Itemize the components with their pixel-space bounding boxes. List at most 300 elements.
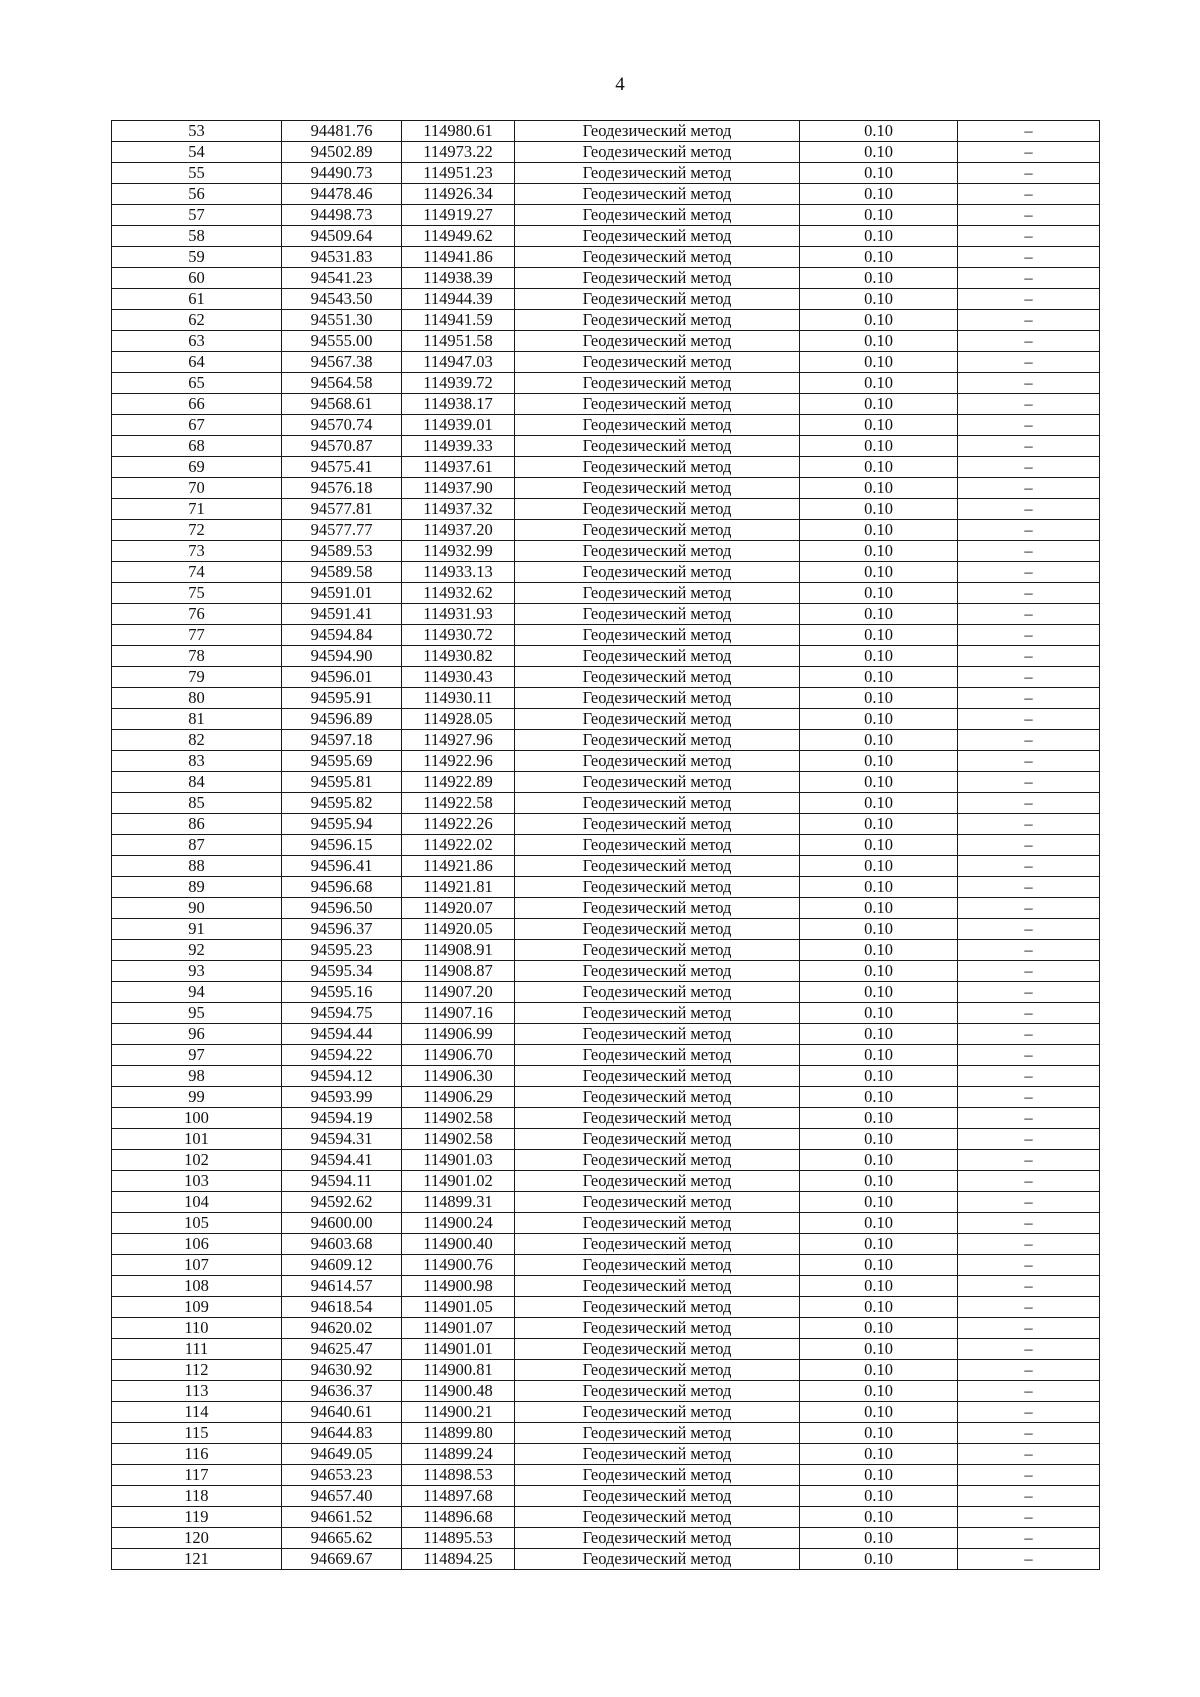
description-cell: –	[958, 331, 1100, 352]
table-row	[112, 541, 1100, 562]
method-cell: Геодезический метод	[515, 1066, 800, 1087]
x-coordinate-cell: 94594.11	[282, 1171, 402, 1192]
point-number-cell: 84	[112, 772, 282, 793]
method-cell: Геодезический метод	[515, 1465, 800, 1486]
method-cell: Геодезический метод	[515, 331, 800, 352]
accuracy-cell: 0.10	[800, 1234, 958, 1255]
method-cell: Геодезический метод	[515, 1381, 800, 1402]
x-coordinate-cell: 94555.00	[282, 331, 402, 352]
table-row	[112, 205, 1100, 226]
point-number-cell: 115	[112, 1423, 282, 1444]
x-coordinate-cell: 94595.23	[282, 940, 402, 961]
method-cell: Геодезический метод	[515, 688, 800, 709]
accuracy-cell: 0.10	[800, 1486, 958, 1507]
x-coordinate-cell: 94595.16	[282, 982, 402, 1003]
x-coordinate-cell: 94594.19	[282, 1108, 402, 1129]
y-coordinate-cell: 114922.02	[402, 835, 515, 856]
x-coordinate-cell: 94595.94	[282, 814, 402, 835]
x-coordinate-cell: 94594.31	[282, 1129, 402, 1150]
point-number-cell: 56	[112, 184, 282, 205]
table-row	[112, 1150, 1100, 1171]
method-cell: Геодезический метод	[515, 1276, 800, 1297]
point-number-cell: 81	[112, 709, 282, 730]
x-coordinate-cell: 94594.75	[282, 1003, 402, 1024]
description-cell: –	[958, 1192, 1100, 1213]
y-coordinate-cell: 114919.27	[402, 205, 515, 226]
method-cell: Геодезический метод	[515, 478, 800, 499]
coordinates-table-body	[112, 121, 1100, 1570]
accuracy-cell: 0.10	[800, 1297, 958, 1318]
y-coordinate-cell: 114947.03	[402, 352, 515, 373]
x-coordinate-cell: 94596.01	[282, 667, 402, 688]
accuracy-cell: 0.10	[800, 961, 958, 982]
y-coordinate-cell: 114922.58	[402, 793, 515, 814]
table-row	[112, 310, 1100, 331]
y-coordinate-cell: 114937.20	[402, 520, 515, 541]
point-number-cell: 94	[112, 982, 282, 1003]
table-row	[112, 898, 1100, 919]
y-coordinate-cell: 114906.29	[402, 1087, 515, 1108]
x-coordinate-cell: 94596.68	[282, 877, 402, 898]
accuracy-cell: 0.10	[800, 541, 958, 562]
table-row	[112, 1381, 1100, 1402]
accuracy-cell: 0.10	[800, 1213, 958, 1234]
method-cell: Геодезический метод	[515, 562, 800, 583]
description-cell: –	[958, 1528, 1100, 1549]
table-row	[112, 814, 1100, 835]
accuracy-cell: 0.10	[800, 394, 958, 415]
table-row	[112, 499, 1100, 520]
x-coordinate-cell: 94543.50	[282, 289, 402, 310]
accuracy-cell: 0.10	[800, 1423, 958, 1444]
point-number-cell: 114	[112, 1402, 282, 1423]
y-coordinate-cell: 114941.59	[402, 310, 515, 331]
accuracy-cell: 0.10	[800, 751, 958, 772]
description-cell: –	[958, 772, 1100, 793]
description-cell: –	[958, 562, 1100, 583]
y-coordinate-cell: 114920.07	[402, 898, 515, 919]
y-coordinate-cell: 114930.43	[402, 667, 515, 688]
x-coordinate-cell: 94570.74	[282, 415, 402, 436]
table-row	[112, 1213, 1100, 1234]
x-coordinate-cell: 94594.84	[282, 625, 402, 646]
description-cell: –	[958, 1339, 1100, 1360]
y-coordinate-cell: 114980.61	[402, 121, 515, 142]
method-cell: Геодезический метод	[515, 373, 800, 394]
point-number-cell: 65	[112, 373, 282, 394]
description-cell: –	[958, 1423, 1100, 1444]
y-coordinate-cell: 114930.82	[402, 646, 515, 667]
x-coordinate-cell: 94564.58	[282, 373, 402, 394]
point-number-cell: 119	[112, 1507, 282, 1528]
method-cell: Геодезический метод	[515, 121, 800, 142]
point-number-cell: 101	[112, 1129, 282, 1150]
point-number-cell: 61	[112, 289, 282, 310]
table-row	[112, 121, 1100, 142]
description-cell: –	[958, 415, 1100, 436]
method-cell: Геодезический метод	[515, 1444, 800, 1465]
table-row	[112, 646, 1100, 667]
description-cell: –	[958, 940, 1100, 961]
point-number-cell: 55	[112, 163, 282, 184]
y-coordinate-cell: 114908.87	[402, 961, 515, 982]
accuracy-cell: 0.10	[800, 1024, 958, 1045]
page-number: 4	[615, 74, 625, 95]
point-number-cell: 76	[112, 604, 282, 625]
x-coordinate-cell: 94591.41	[282, 604, 402, 625]
x-coordinate-cell: 94657.40	[282, 1486, 402, 1507]
accuracy-cell: 0.10	[800, 478, 958, 499]
point-number-cell: 111	[112, 1339, 282, 1360]
point-number-cell: 79	[112, 667, 282, 688]
description-cell: –	[958, 142, 1100, 163]
table-row	[112, 1465, 1100, 1486]
method-cell: Геодезический метод	[515, 1171, 800, 1192]
x-coordinate-cell: 94596.50	[282, 898, 402, 919]
description-cell: –	[958, 247, 1100, 268]
y-coordinate-cell: 114899.31	[402, 1192, 515, 1213]
point-number-cell: 118	[112, 1486, 282, 1507]
y-coordinate-cell: 114937.61	[402, 457, 515, 478]
accuracy-cell: 0.10	[800, 205, 958, 226]
table-row	[112, 856, 1100, 877]
method-cell: Геодезический метод	[515, 436, 800, 457]
method-cell: Геодезический метод	[515, 1150, 800, 1171]
method-cell: Геодезический метод	[515, 772, 800, 793]
point-number-cell: 97	[112, 1045, 282, 1066]
description-cell: –	[958, 478, 1100, 499]
y-coordinate-cell: 114949.62	[402, 226, 515, 247]
method-cell: Геодезический метод	[515, 646, 800, 667]
x-coordinate-cell: 94620.02	[282, 1318, 402, 1339]
method-cell: Геодезический метод	[515, 814, 800, 835]
description-cell: –	[958, 184, 1100, 205]
point-number-cell: 93	[112, 961, 282, 982]
y-coordinate-cell: 114926.34	[402, 184, 515, 205]
method-cell: Геодезический метод	[515, 1318, 800, 1339]
x-coordinate-cell: 94589.53	[282, 541, 402, 562]
accuracy-cell: 0.10	[800, 1444, 958, 1465]
point-number-cell: 91	[112, 919, 282, 940]
point-number-cell: 107	[112, 1255, 282, 1276]
accuracy-cell: 0.10	[800, 289, 958, 310]
y-coordinate-cell: 114902.58	[402, 1129, 515, 1150]
accuracy-cell: 0.10	[800, 982, 958, 1003]
description-cell: –	[958, 625, 1100, 646]
accuracy-cell: 0.10	[800, 835, 958, 856]
y-coordinate-cell: 114907.16	[402, 1003, 515, 1024]
table-row	[112, 1318, 1100, 1339]
description-cell: –	[958, 1381, 1100, 1402]
table-row	[112, 331, 1100, 352]
table-row	[112, 1045, 1100, 1066]
y-coordinate-cell: 114901.01	[402, 1339, 515, 1360]
point-number-cell: 95	[112, 1003, 282, 1024]
table-row	[112, 1108, 1100, 1129]
y-coordinate-cell: 114906.70	[402, 1045, 515, 1066]
method-cell: Геодезический метод	[515, 730, 800, 751]
table-row	[112, 436, 1100, 457]
point-number-cell: 59	[112, 247, 282, 268]
x-coordinate-cell: 94575.41	[282, 457, 402, 478]
x-coordinate-cell: 94640.61	[282, 1402, 402, 1423]
y-coordinate-cell: 114907.20	[402, 982, 515, 1003]
x-coordinate-cell: 94570.87	[282, 436, 402, 457]
y-coordinate-cell: 114897.68	[402, 1486, 515, 1507]
x-coordinate-cell: 94644.83	[282, 1423, 402, 1444]
accuracy-cell: 0.10	[800, 268, 958, 289]
table-row	[112, 1192, 1100, 1213]
x-coordinate-cell: 94630.92	[282, 1360, 402, 1381]
description-cell: –	[958, 541, 1100, 562]
description-cell: –	[958, 1402, 1100, 1423]
method-cell: Геодезический метод	[515, 709, 800, 730]
accuracy-cell: 0.10	[800, 625, 958, 646]
accuracy-cell: 0.10	[800, 709, 958, 730]
accuracy-cell: 0.10	[800, 1528, 958, 1549]
x-coordinate-cell: 94669.67	[282, 1549, 402, 1570]
method-cell: Геодезический метод	[515, 1297, 800, 1318]
description-cell: –	[958, 1360, 1100, 1381]
y-coordinate-cell: 114902.58	[402, 1108, 515, 1129]
description-cell: –	[958, 919, 1100, 940]
accuracy-cell: 0.10	[800, 730, 958, 751]
x-coordinate-cell: 94594.12	[282, 1066, 402, 1087]
method-cell: Геодезический метод	[515, 415, 800, 436]
x-coordinate-cell: 94594.41	[282, 1150, 402, 1171]
table-row	[112, 289, 1100, 310]
accuracy-cell: 0.10	[800, 1318, 958, 1339]
description-cell: –	[958, 856, 1100, 877]
x-coordinate-cell: 94594.22	[282, 1045, 402, 1066]
table-row	[112, 730, 1100, 751]
accuracy-cell: 0.10	[800, 184, 958, 205]
x-coordinate-cell: 94577.77	[282, 520, 402, 541]
method-cell: Геодезический метод	[515, 247, 800, 268]
point-number-cell: 98	[112, 1066, 282, 1087]
y-coordinate-cell: 114938.39	[402, 268, 515, 289]
table-row	[112, 751, 1100, 772]
table-row	[112, 394, 1100, 415]
point-number-cell: 106	[112, 1234, 282, 1255]
description-cell: –	[958, 751, 1100, 772]
x-coordinate-cell: 94498.73	[282, 205, 402, 226]
y-coordinate-cell: 114898.53	[402, 1465, 515, 1486]
table-row	[112, 961, 1100, 982]
method-cell: Геодезический метод	[515, 226, 800, 247]
description-cell: –	[958, 205, 1100, 226]
y-coordinate-cell: 114901.02	[402, 1171, 515, 1192]
accuracy-cell: 0.10	[800, 142, 958, 163]
method-cell: Геодезический метод	[515, 1402, 800, 1423]
point-number-cell: 69	[112, 457, 282, 478]
y-coordinate-cell: 114922.89	[402, 772, 515, 793]
y-coordinate-cell: 114938.17	[402, 394, 515, 415]
description-cell: –	[958, 1297, 1100, 1318]
method-cell: Геодезический метод	[515, 163, 800, 184]
y-coordinate-cell: 114906.99	[402, 1024, 515, 1045]
x-coordinate-cell: 94595.34	[282, 961, 402, 982]
method-cell: Геодезический метод	[515, 352, 800, 373]
description-cell: –	[958, 982, 1100, 1003]
point-number-cell: 89	[112, 877, 282, 898]
x-coordinate-cell: 94600.00	[282, 1213, 402, 1234]
table-row	[112, 1486, 1100, 1507]
x-coordinate-cell: 94591.01	[282, 583, 402, 604]
point-number-cell: 99	[112, 1087, 282, 1108]
x-coordinate-cell: 94576.18	[282, 478, 402, 499]
point-number-cell: 109	[112, 1297, 282, 1318]
y-coordinate-cell: 114922.26	[402, 814, 515, 835]
coordinates-table	[111, 120, 1100, 1570]
description-cell: –	[958, 667, 1100, 688]
point-number-cell: 102	[112, 1150, 282, 1171]
table-row	[112, 457, 1100, 478]
description-cell: –	[958, 1465, 1100, 1486]
method-cell: Геодезический метод	[515, 1129, 800, 1150]
description-cell: –	[958, 1003, 1100, 1024]
table-row	[112, 940, 1100, 961]
description-cell: –	[958, 604, 1100, 625]
description-cell: –	[958, 1486, 1100, 1507]
method-cell: Геодезический метод	[515, 289, 800, 310]
description-cell: –	[958, 1108, 1100, 1129]
point-number-cell: 53	[112, 121, 282, 142]
y-coordinate-cell: 114922.96	[402, 751, 515, 772]
y-coordinate-cell: 114944.39	[402, 289, 515, 310]
method-cell: Геодезический метод	[515, 751, 800, 772]
description-cell: –	[958, 1549, 1100, 1570]
table-row	[112, 1255, 1100, 1276]
point-number-cell: 64	[112, 352, 282, 373]
accuracy-cell: 0.10	[800, 1276, 958, 1297]
method-cell: Геодезический метод	[515, 1549, 800, 1570]
y-coordinate-cell: 114900.48	[402, 1381, 515, 1402]
x-coordinate-cell: 94481.76	[282, 121, 402, 142]
accuracy-cell: 0.10	[800, 352, 958, 373]
y-coordinate-cell: 114921.81	[402, 877, 515, 898]
y-coordinate-cell: 114900.98	[402, 1276, 515, 1297]
accuracy-cell: 0.10	[800, 793, 958, 814]
point-number-cell: 92	[112, 940, 282, 961]
description-cell: –	[958, 268, 1100, 289]
table-row	[112, 562, 1100, 583]
description-cell: –	[958, 1255, 1100, 1276]
method-cell: Геодезический метод	[515, 1108, 800, 1129]
description-cell: –	[958, 1276, 1100, 1297]
table-row	[112, 184, 1100, 205]
table-row	[112, 268, 1100, 289]
method-cell: Геодезический метод	[515, 583, 800, 604]
method-cell: Геодезический метод	[515, 457, 800, 478]
point-number-cell: 112	[112, 1360, 282, 1381]
method-cell: Геодезический метод	[515, 982, 800, 1003]
table-row	[112, 583, 1100, 604]
x-coordinate-cell: 94595.82	[282, 793, 402, 814]
y-coordinate-cell: 114928.05	[402, 709, 515, 730]
table-row	[112, 688, 1100, 709]
description-cell: –	[958, 646, 1100, 667]
method-cell: Геодезический метод	[515, 835, 800, 856]
table-row	[112, 919, 1100, 940]
point-number-cell: 100	[112, 1108, 282, 1129]
accuracy-cell: 0.10	[800, 1171, 958, 1192]
description-cell: –	[958, 793, 1100, 814]
description-cell: –	[958, 352, 1100, 373]
point-number-cell: 62	[112, 310, 282, 331]
point-number-cell: 121	[112, 1549, 282, 1570]
y-coordinate-cell: 114908.91	[402, 940, 515, 961]
accuracy-cell: 0.10	[800, 310, 958, 331]
method-cell: Геодезический метод	[515, 1339, 800, 1360]
accuracy-cell: 0.10	[800, 1066, 958, 1087]
point-number-cell: 66	[112, 394, 282, 415]
table-row	[112, 1171, 1100, 1192]
method-cell: Геодезический метод	[515, 793, 800, 814]
table-row	[112, 793, 1100, 814]
description-cell: –	[958, 1024, 1100, 1045]
accuracy-cell: 0.10	[800, 520, 958, 541]
method-cell: Геодезический метод	[515, 1003, 800, 1024]
point-number-cell: 88	[112, 856, 282, 877]
table-row	[112, 1297, 1100, 1318]
x-coordinate-cell: 94589.58	[282, 562, 402, 583]
method-cell: Геодезический метод	[515, 667, 800, 688]
table-row	[112, 709, 1100, 730]
y-coordinate-cell: 114901.05	[402, 1297, 515, 1318]
accuracy-cell: 0.10	[800, 499, 958, 520]
method-cell: Геодезический метод	[515, 205, 800, 226]
x-coordinate-cell: 94509.64	[282, 226, 402, 247]
table-row	[112, 142, 1100, 163]
x-coordinate-cell: 94568.61	[282, 394, 402, 415]
x-coordinate-cell: 94595.81	[282, 772, 402, 793]
accuracy-cell: 0.10	[800, 1360, 958, 1381]
y-coordinate-cell: 114941.86	[402, 247, 515, 268]
y-coordinate-cell: 114927.96	[402, 730, 515, 751]
description-cell: –	[958, 1087, 1100, 1108]
point-number-cell: 96	[112, 1024, 282, 1045]
y-coordinate-cell: 114900.24	[402, 1213, 515, 1234]
y-coordinate-cell: 114951.58	[402, 331, 515, 352]
y-coordinate-cell: 114920.05	[402, 919, 515, 940]
x-coordinate-cell: 94649.05	[282, 1444, 402, 1465]
y-coordinate-cell: 114933.13	[402, 562, 515, 583]
accuracy-cell: 0.10	[800, 1192, 958, 1213]
method-cell: Геодезический метод	[515, 919, 800, 940]
method-cell: Геодезический метод	[515, 310, 800, 331]
x-coordinate-cell: 94577.81	[282, 499, 402, 520]
point-number-cell: 104	[112, 1192, 282, 1213]
x-coordinate-cell: 94490.73	[282, 163, 402, 184]
method-cell: Геодезический метод	[515, 877, 800, 898]
y-coordinate-cell: 114895.53	[402, 1528, 515, 1549]
method-cell: Геодезический метод	[515, 1192, 800, 1213]
table-row	[112, 478, 1100, 499]
x-coordinate-cell: 94541.23	[282, 268, 402, 289]
y-coordinate-cell: 114900.40	[402, 1234, 515, 1255]
description-cell: –	[958, 373, 1100, 394]
y-coordinate-cell: 114951.23	[402, 163, 515, 184]
accuracy-cell: 0.10	[800, 814, 958, 835]
y-coordinate-cell: 114930.72	[402, 625, 515, 646]
point-number-cell: 70	[112, 478, 282, 499]
accuracy-cell: 0.10	[800, 1129, 958, 1150]
method-cell: Геодезический метод	[515, 1234, 800, 1255]
y-coordinate-cell: 114900.81	[402, 1360, 515, 1381]
y-coordinate-cell: 114932.62	[402, 583, 515, 604]
method-cell: Геодезический метод	[515, 940, 800, 961]
